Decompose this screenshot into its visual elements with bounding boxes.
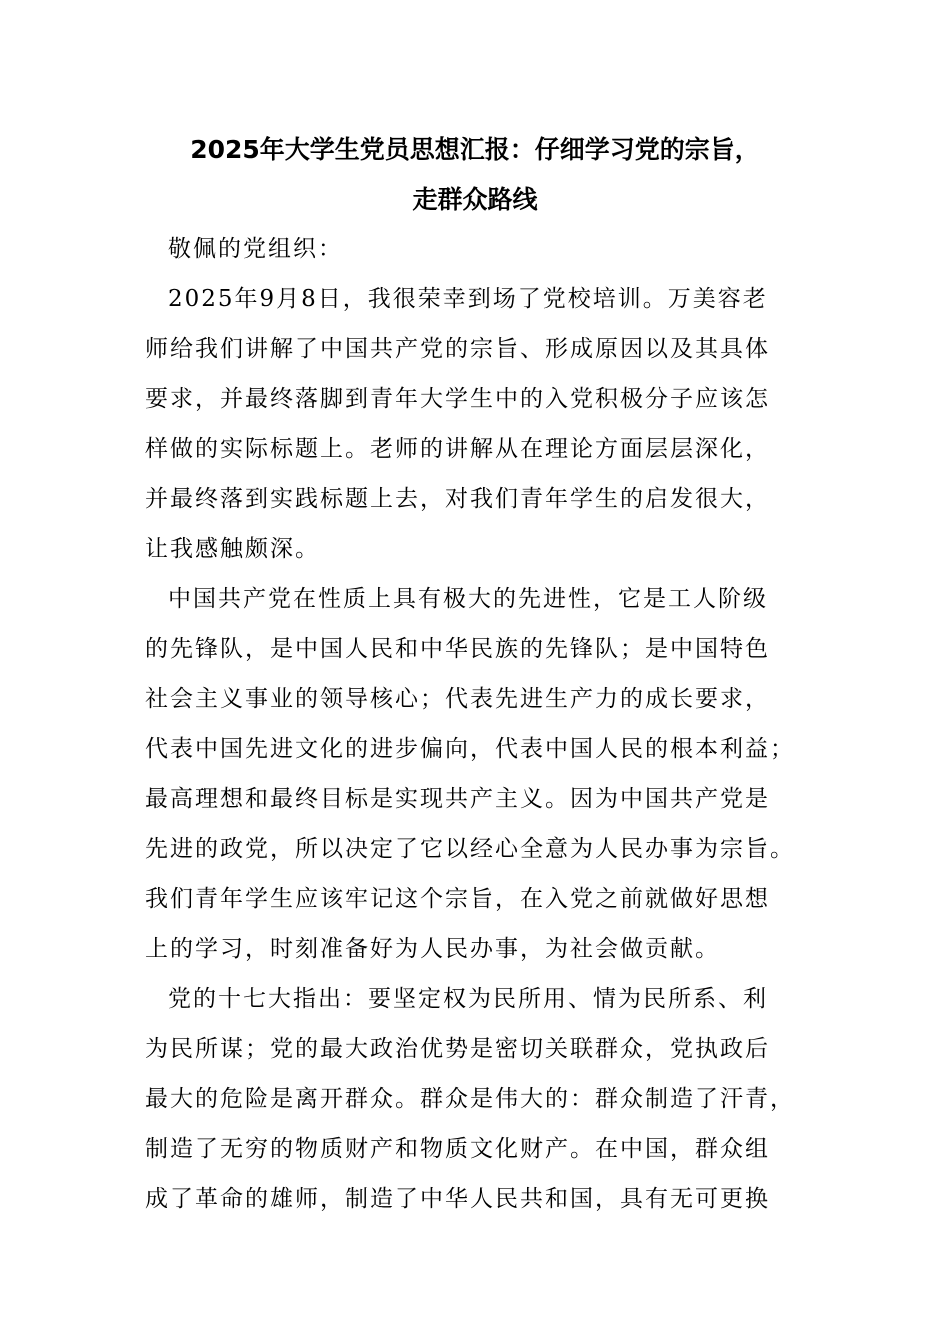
document-title-line-2: 走群众路线 (412, 185, 538, 214)
paragraph-2-line: 先进的政党，所以决定了它以经心全意为人民办事为宗旨。 (145, 836, 795, 862)
paragraph-2-line: 中国共产党在性质上具有极大的先进性，它是工人阶级 (168, 586, 768, 612)
paragraph-1-line: 并最终落到实践标题上去，对我们青年学生的启发很大， (145, 486, 770, 512)
paragraph-3-line: 最大的危险是离开群众。群众是伟大的：群众制造了汗青， (145, 1086, 795, 1112)
paragraph-3-line: 制造了无穷的物质财产和物质文化财产。在中国，群众组 (145, 1136, 770, 1162)
salutation: 敬佩的党组织： (168, 236, 343, 262)
paragraph-2-line: 我们青年学生应该牢记这个宗旨，在入党之前就做好思想 (145, 886, 770, 912)
paragraph-2-line: 社会主义事业的领导核心；代表先进生产力的成长要求， (145, 686, 770, 712)
paragraph-2-line: 代表中国先进文化的进步偏向，代表中国人民的根本利益； (145, 736, 795, 762)
paragraph-2-line: 上的学习，时刻准备好为人民办事，为社会做贡献。 (145, 936, 720, 962)
paragraph-2-line: 最高理想和最终目标是实现共产主义。因为中国共产党是 (145, 786, 770, 812)
paragraph-3-line: 党的十七大指出：要坚定权为民所用、情为民所系、利 (168, 986, 768, 1012)
paragraph-3-line: 成了革命的雄师，制造了中华人民共和国，具有无可更换 (145, 1186, 770, 1212)
paragraph-1-line: 要求，并最终落脚到青年大学生中的入党积极分子应该怎 (145, 386, 770, 412)
paragraph-3-line: 为民所谋；党的最大政治优势是密切关联群众，党执政后 (145, 1036, 770, 1062)
paragraph-1-line: 师给我们讲解了中国共产党的宗旨、形成原因以及其具体 (145, 336, 770, 362)
paragraph-1-line: 让我感触颇深。 (145, 536, 320, 562)
paragraph-2-line: 的先锋队，是中国人民和中华民族的先锋队；是中国特色 (145, 636, 770, 662)
paragraph-1-line: 2025年9月8日，我很荣幸到场了党校培训。万美容老 (168, 286, 768, 312)
document-title-line-1: 2025年大学生党员思想汇报：仔细学习党的宗旨， (190, 135, 760, 164)
paragraph-1-line: 样做的实际标题上。老师的讲解从在理论方面层层深化， (145, 436, 770, 462)
